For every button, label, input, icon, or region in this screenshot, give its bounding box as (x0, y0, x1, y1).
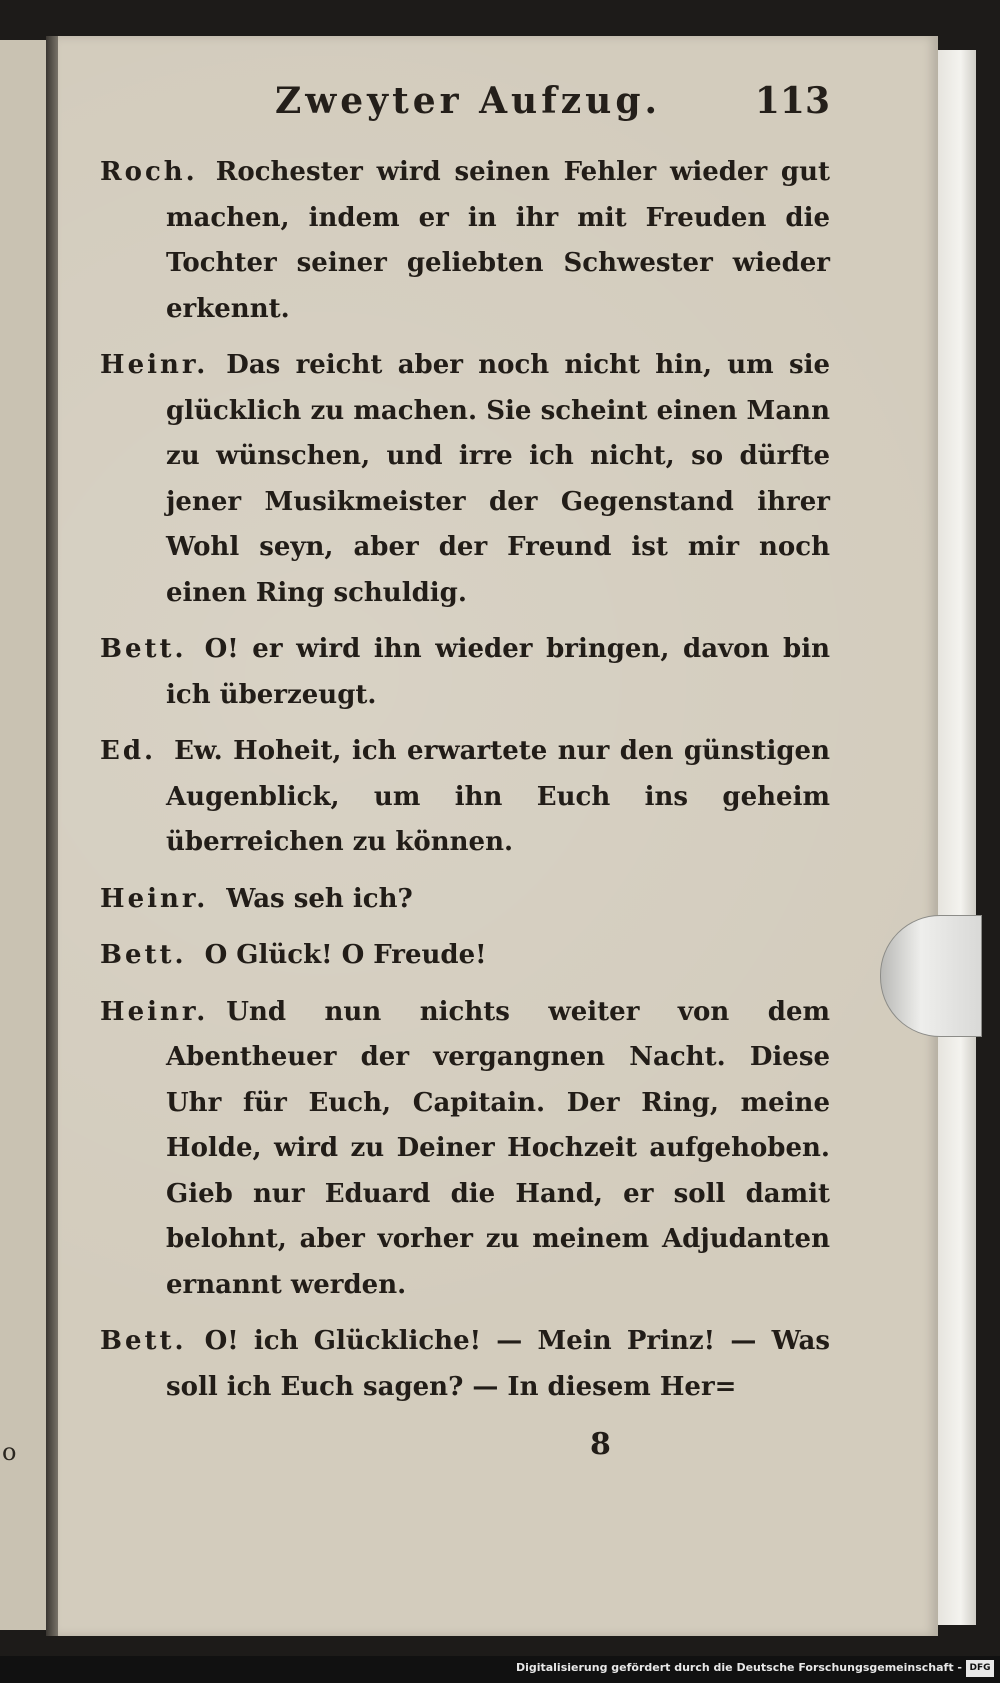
footer-bar (0, 1656, 1000, 1683)
speech (100, 343, 830, 616)
dfg-logo: DFG (966, 1660, 994, 1677)
speaker-name: Heinr. (100, 883, 209, 914)
speaker-name: Heinr. (100, 996, 209, 1027)
speech-text: O Glück! O Freude! (204, 940, 487, 970)
speech-text: Rochester wird seinen Fehler wieder gut machen, indem er in ihr mit Freuden die Tochter seiner geliebten Schwester wieder erkennt. (166, 157, 830, 324)
speech (100, 627, 830, 718)
speech-text: Was seh ich? (226, 883, 413, 914)
speech (100, 729, 830, 866)
speaker-name: Roch. (100, 157, 198, 187)
page-edge (938, 50, 976, 1625)
page-text (100, 150, 830, 1421)
running-title: Zweyter Aufzug. (275, 80, 662, 122)
speaker-name: Bett. (100, 1326, 187, 1356)
speech (100, 1319, 830, 1410)
speech-text: O! er wird ihn wieder bringen, davon bin ich überzeugt. (166, 634, 830, 710)
speaker-name: Bett. (100, 940, 187, 970)
left-page-fragment: o (2, 1438, 17, 1466)
signature-mark: 8 (590, 1427, 611, 1462)
funding-notice: Digitalisierung gefördert durch die Deutsche Forschungsgemeinschaft - (515, 1661, 962, 1674)
speaker-name: Heinr. (100, 350, 209, 380)
speaker-name: Ed. (100, 736, 157, 766)
speech-text: Das reicht aber noch nicht hin, um sie glücklich zu machen. Sie scheint einen Mann zu wünschen, und irre ich nicht, so dürfte jener Musikmeister der Gegenstand ihrer Wohl seyn, aber der Freund ist mir noch einen Ring schuldig. (166, 350, 830, 608)
speech (100, 150, 830, 332)
speech-text: Ew. Hoheit, ich erwartete nur den günstigen Augenblick, um ihn Euch ins geheim überreichen zu können. (166, 736, 830, 857)
speech-text: O! ich Glückliche! — Mein Prinz! — Was soll ich Euch sagen? — In diesem Her= (166, 1326, 830, 1402)
speaker-name: Bett. (100, 634, 187, 664)
speech (100, 990, 830, 1309)
speech (100, 877, 830, 923)
speech-text: Und nun nichts weiter von dem Abentheuer der vergangnen Nacht. Diese Uhr für Euch, Capitain. Der Ring, meine Holde, wird zu Deiner Hochzeit aufgehoben. Gieb nur Eduard die Hand, er soll damit belohnt, aber vorher zu meinem Adjudanten ernannt werden. (166, 996, 830, 1300)
page-number: 113 (754, 80, 830, 122)
speech (100, 933, 830, 979)
page-header (230, 80, 830, 140)
left-page-edge (0, 40, 49, 1630)
